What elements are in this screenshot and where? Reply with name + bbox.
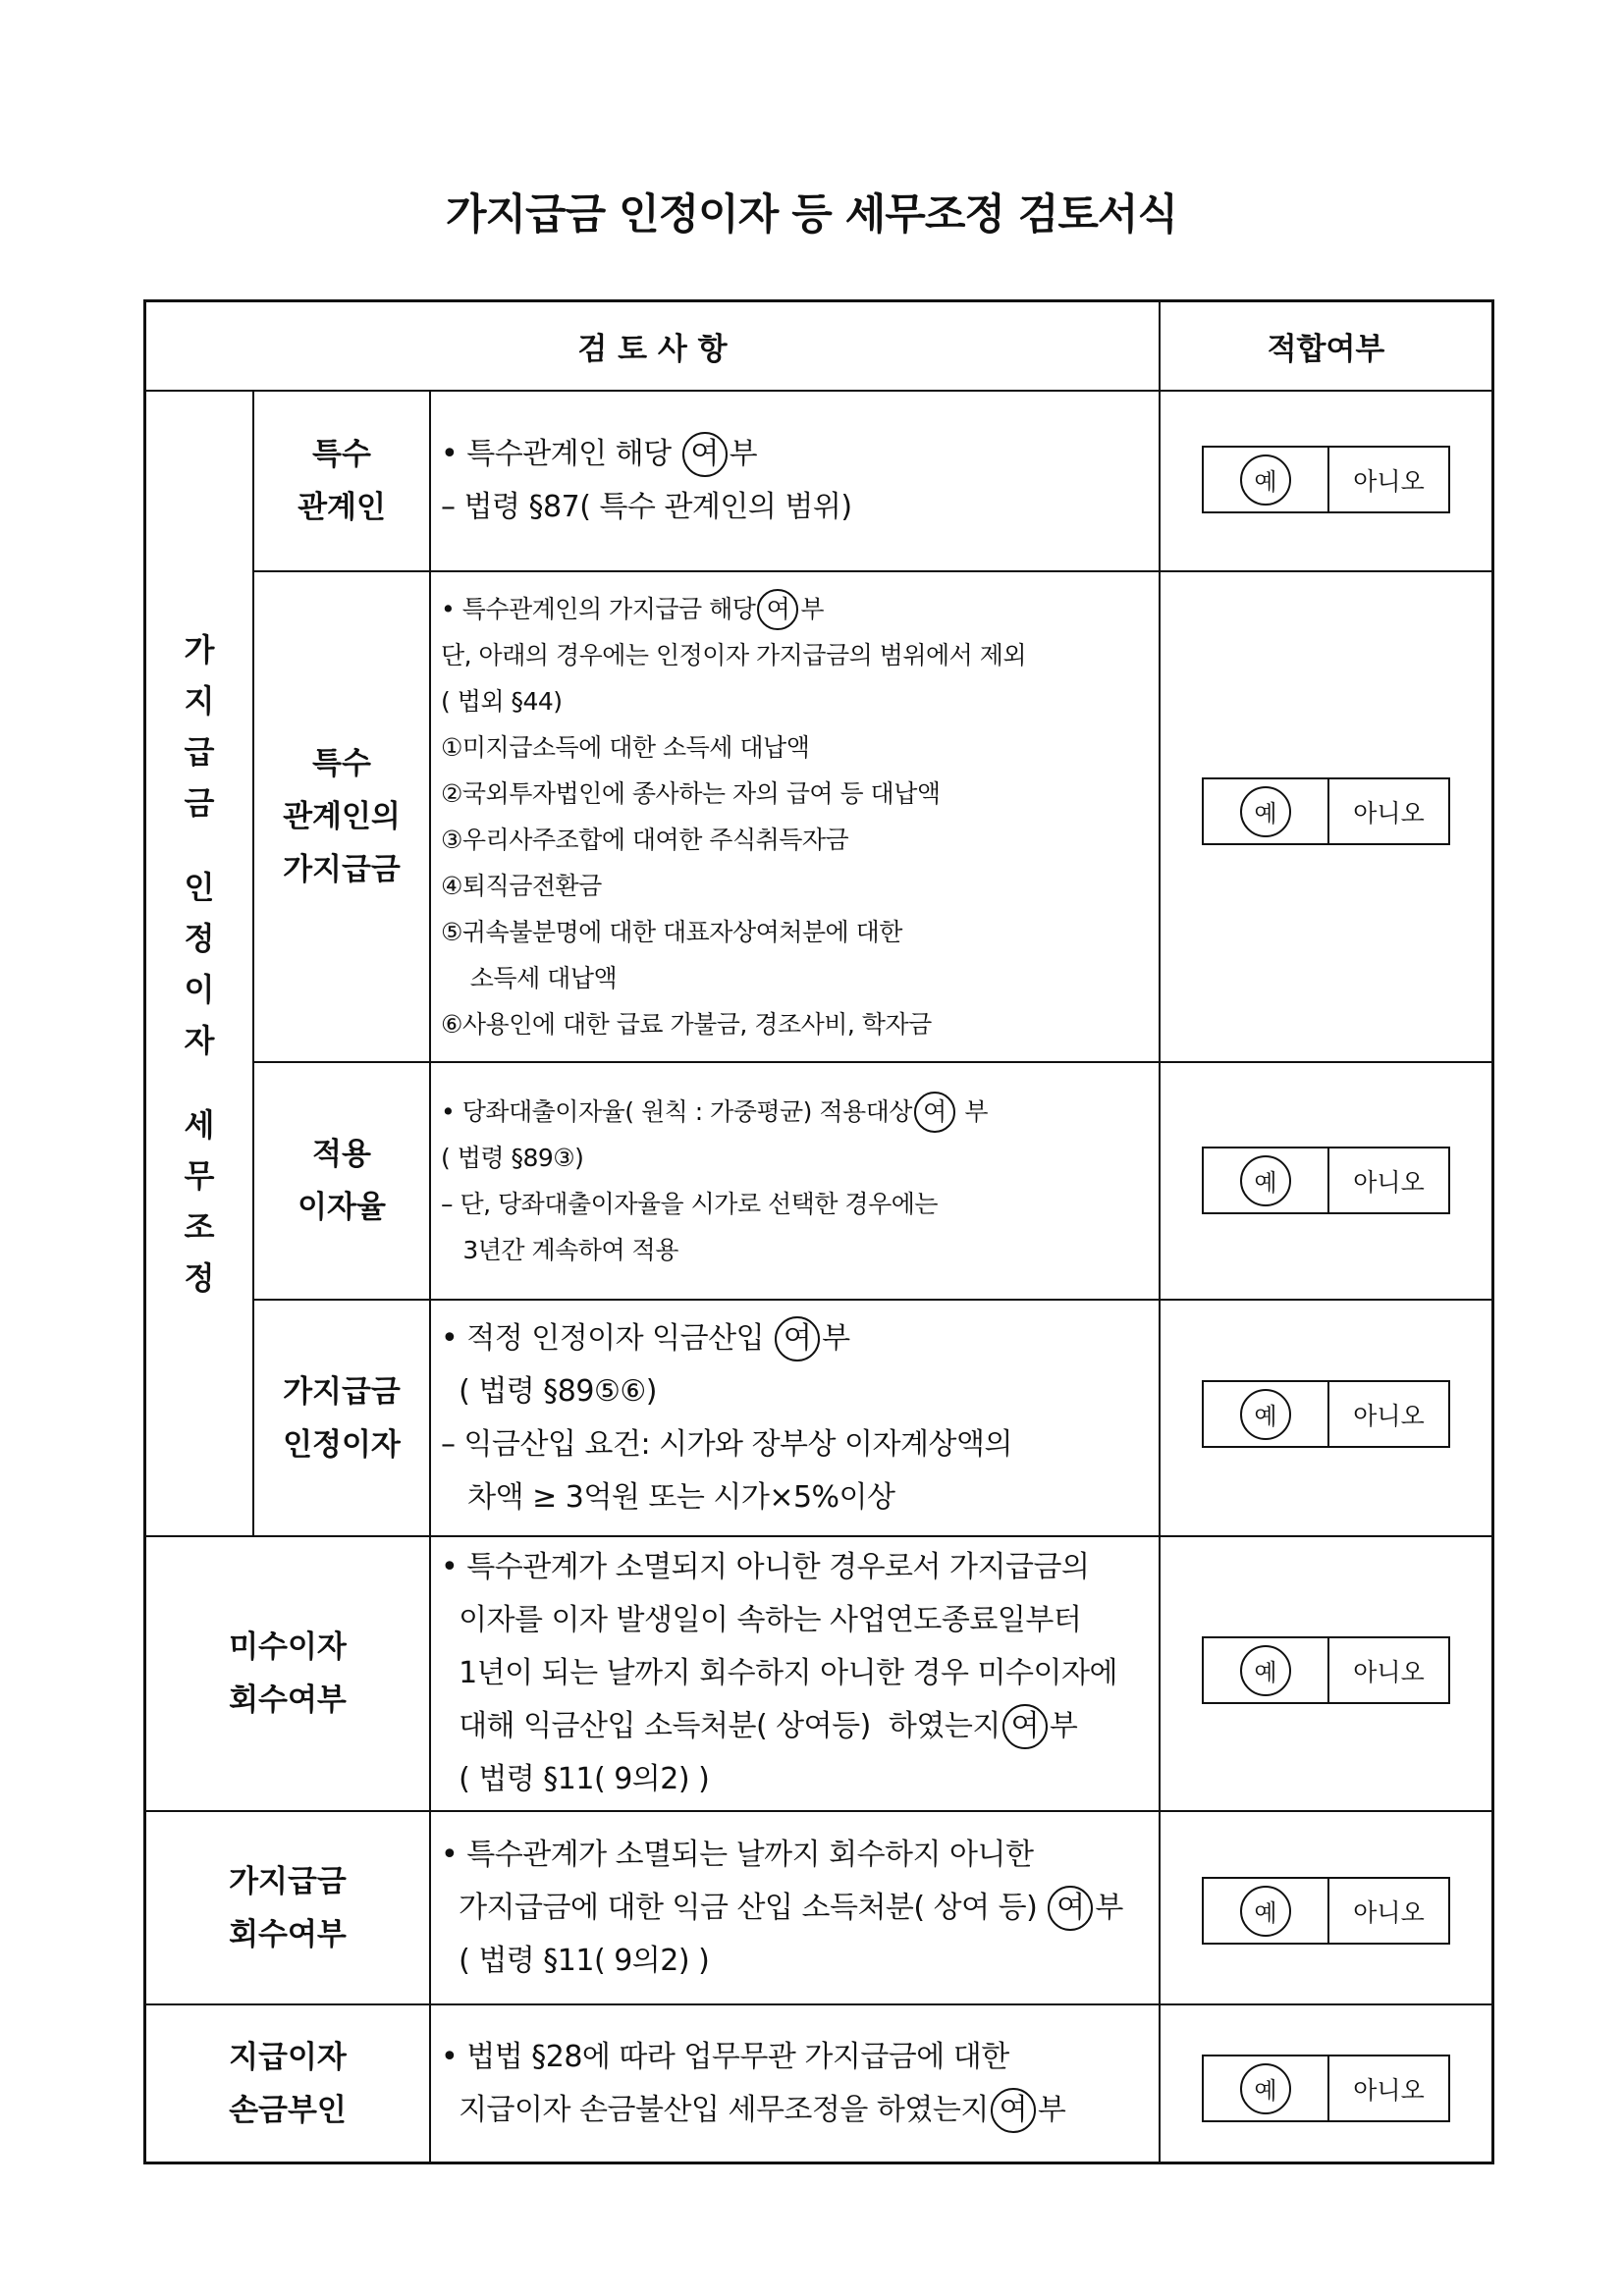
circled-mark: 여: [914, 1092, 955, 1133]
label-line: 회수여부: [229, 1916, 347, 1952]
answer-box: [1202, 446, 1450, 513]
circled-yes: 예: [1240, 2063, 1291, 2114]
content-line: ①미지급소득에 대한 소득세 대납액: [441, 733, 810, 762]
row-content-advance-interest: [431, 1301, 1159, 1535]
group-label-char: 세: [184, 1105, 215, 1144]
content-line: 3년간 계속하여 적용: [441, 1236, 678, 1264]
content-line: [441, 1089, 988, 1135]
answer-box: [1202, 777, 1450, 845]
label-line: 회수여부: [229, 1682, 347, 1718]
line-text: 지급이자 손금불산입 세무조정을 하였는지: [441, 2092, 989, 2127]
row-label-related-party: [254, 392, 429, 570]
yes-option[interactable]: [1204, 1148, 1329, 1212]
no-option[interactable]: 아니오: [1353, 466, 1425, 496]
header-review-items: 검 토 사 항: [577, 332, 728, 367]
circled-mark: 여: [1002, 1704, 1048, 1749]
line-text: 부: [822, 1320, 850, 1356]
row-content-related-party-advance: [431, 572, 1159, 1061]
circled-yes: 예: [1240, 454, 1291, 506]
content-line: • 법법 §28에 따라 업무무관 가지급금에 대한: [441, 2039, 1009, 2074]
yes-option[interactable]: [1204, 1382, 1329, 1446]
no-option[interactable]: 아니오: [1353, 1401, 1425, 1430]
content-line: ②국외투자법인에 종사하는 자의 급여 등 대납액: [441, 779, 941, 808]
content-line: ( 법령 §11( 9의2) ): [441, 1943, 710, 1978]
no-option[interactable]: 아니오: [1353, 1167, 1425, 1197]
content-line: 소득세 대납액: [441, 964, 618, 992]
circled-mark: 여: [682, 432, 728, 477]
yes-option[interactable]: [1204, 779, 1329, 843]
circled-mark: 여: [1048, 1886, 1093, 1931]
line-text: 부: [956, 1097, 989, 1126]
answer-box: [1202, 1636, 1450, 1704]
label-line: 가지급금: [283, 852, 401, 887]
circled-yes: 예: [1240, 786, 1291, 837]
line-text: 부: [1095, 1890, 1123, 1925]
content-line: ( 법령 §11( 9의2) ): [441, 1762, 710, 1796]
answer-box: [1202, 1877, 1450, 1945]
content-line: • 특수관계가 소멸되지 아니한 경우로서 가지급금의: [441, 1550, 1090, 1584]
header-fitness: 적합여부: [1267, 332, 1385, 367]
answer-box: [1202, 1380, 1450, 1448]
label-line: 가지급금: [229, 1863, 347, 1899]
yes-option[interactable]: [1204, 2056, 1329, 2120]
content-line: – 단, 당좌대출이자율을 시가로 선택한 경우에는: [441, 1190, 939, 1218]
group-label-vertical: [146, 392, 252, 1535]
label-line: 관계인의: [283, 799, 401, 834]
content-line: – 법령 §87( 특수 관계인의 범위): [441, 490, 852, 524]
line-text: 가지급금에 대한 익금 산입 소득처분( 상여 등): [441, 1890, 1047, 1925]
circled-mark: 여: [991, 2088, 1036, 2133]
yes-option[interactable]: [1204, 448, 1329, 511]
col-divider: [1159, 302, 1161, 2162]
line-text: • 특수관계인의 가지급금 해당: [441, 595, 756, 623]
circled-yes: 예: [1240, 1886, 1291, 1937]
no-option[interactable]: 아니오: [1353, 1657, 1425, 1686]
group-label-char: 이: [184, 970, 215, 1008]
row-content-accrued-interest: [431, 1537, 1159, 1810]
group-label-char: 급: [184, 732, 215, 771]
group-label-char: 정: [184, 1258, 215, 1297]
label-line: 적용: [312, 1137, 371, 1172]
content-line: ③우리사주조합에 대여한 주식취득자금: [441, 826, 849, 854]
row-label-related-party-advance: [254, 572, 429, 1061]
content-line: [441, 1700, 1077, 1753]
review-table: [143, 299, 1494, 2164]
row-content-interest-rate: [431, 1063, 1159, 1299]
content-line: [441, 428, 757, 481]
yes-option[interactable]: [1204, 1879, 1329, 1943]
row-content-advance-recovery: [431, 1812, 1159, 2003]
group-label-char: 자: [184, 1021, 215, 1059]
line-text: • 당좌대출이자율( 원칙 : 가중평균) 적용대상: [441, 1097, 912, 1126]
row-content-related-party: [431, 392, 1159, 570]
circled-yes: 예: [1240, 1155, 1291, 1206]
row-label-advance-recovery: [146, 1812, 429, 2003]
no-option[interactable]: 아니오: [1353, 2075, 1425, 2105]
circled-mark: 여: [775, 1316, 820, 1362]
yes-option[interactable]: [1204, 1638, 1329, 1702]
label-line: 인정이자: [283, 1426, 401, 1463]
line-text: • 특수관계인 해당: [441, 437, 680, 471]
group-label-char: 인: [184, 868, 215, 906]
no-option[interactable]: 아니오: [1353, 1897, 1425, 1927]
row-label-interest-rate: [254, 1063, 429, 1299]
content-line: [441, 2084, 1065, 2137]
content-line: 이자를 이자 발생일이 속하는 사업연도종료일부터: [441, 1603, 1082, 1637]
content-line: • 특수관계가 소멸되는 날까지 회수하지 아니한: [441, 1837, 1034, 1872]
content-line: ⑥사용인에 대한 급료 가불금, 경조사비, 학자금: [441, 1010, 932, 1039]
group-label-char: 무: [184, 1156, 215, 1195]
label-line: 특수: [312, 746, 371, 781]
answer-box: [1202, 2055, 1450, 2122]
no-option[interactable]: 아니오: [1353, 798, 1425, 828]
content-line: ( 법령 §89③): [441, 1144, 584, 1172]
line-text: 부: [729, 437, 758, 471]
answer-box: [1202, 1147, 1450, 1214]
line-text: • 적정 인정이자 익금산입: [441, 1320, 774, 1356]
content-line: [441, 1882, 1123, 1935]
label-line: 특수: [312, 437, 371, 472]
content-line: – 익금산입 요건: 시가와 장부상 이자계상액의: [441, 1426, 1012, 1462]
circled-yes: 예: [1240, 1389, 1291, 1440]
line-text: 부: [1037, 2092, 1066, 2127]
group-label-char: 가: [184, 630, 215, 668]
label-line: 미수이자: [229, 1629, 347, 1665]
line-text: 대해 익금산입 소득처분( 상여등) 하였는지: [441, 1709, 1001, 1743]
label-line: 이자율: [298, 1190, 386, 1225]
circled-mark: 여: [757, 589, 798, 630]
label-line: 관계인: [298, 490, 386, 525]
label-line: 손금부인: [229, 2092, 347, 2128]
circled-yes: 예: [1240, 1645, 1291, 1696]
label-line: 가지급금: [283, 1373, 401, 1410]
content-line: ( 법령 §89⑤⑥): [441, 1373, 657, 1409]
group-label-char: 정: [184, 919, 215, 957]
line-text: 부: [800, 595, 825, 623]
content-line: [441, 586, 824, 632]
content-line: ⑤귀속불분명에 대한 대표자상여처분에 대한: [441, 918, 902, 946]
row-label-advance-interest: [254, 1301, 429, 1535]
content-line: ( 법외 §44): [441, 687, 563, 716]
label-line: 지급이자: [229, 2039, 347, 2075]
content-line: 1년이 되는 날까지 회수하지 아니한 경우 미수이자에: [441, 1656, 1117, 1690]
content-line: 단, 아래의 경우에는 인정이자 가지급금의 범위에서 제외: [441, 641, 1027, 669]
group-label-char: 금: [184, 783, 215, 822]
content-line: ④퇴직금전환금: [441, 872, 602, 900]
row-content-interest-disallowance: [431, 2005, 1159, 2162]
content-line: 차액 ≥ 3억원 또는 시가×5%이상: [441, 1479, 895, 1515]
document-title: 가지급금 인정이자 등 세무조정 검토서식: [445, 190, 1178, 240]
content-line: [441, 1312, 850, 1365]
line-text: 부: [1049, 1709, 1078, 1743]
row-label-interest-disallowance: [146, 2005, 429, 2162]
row-label-accrued-interest: [146, 1537, 429, 1810]
group-label-char: 지: [184, 681, 215, 720]
group-label-char: 조: [184, 1207, 215, 1246]
